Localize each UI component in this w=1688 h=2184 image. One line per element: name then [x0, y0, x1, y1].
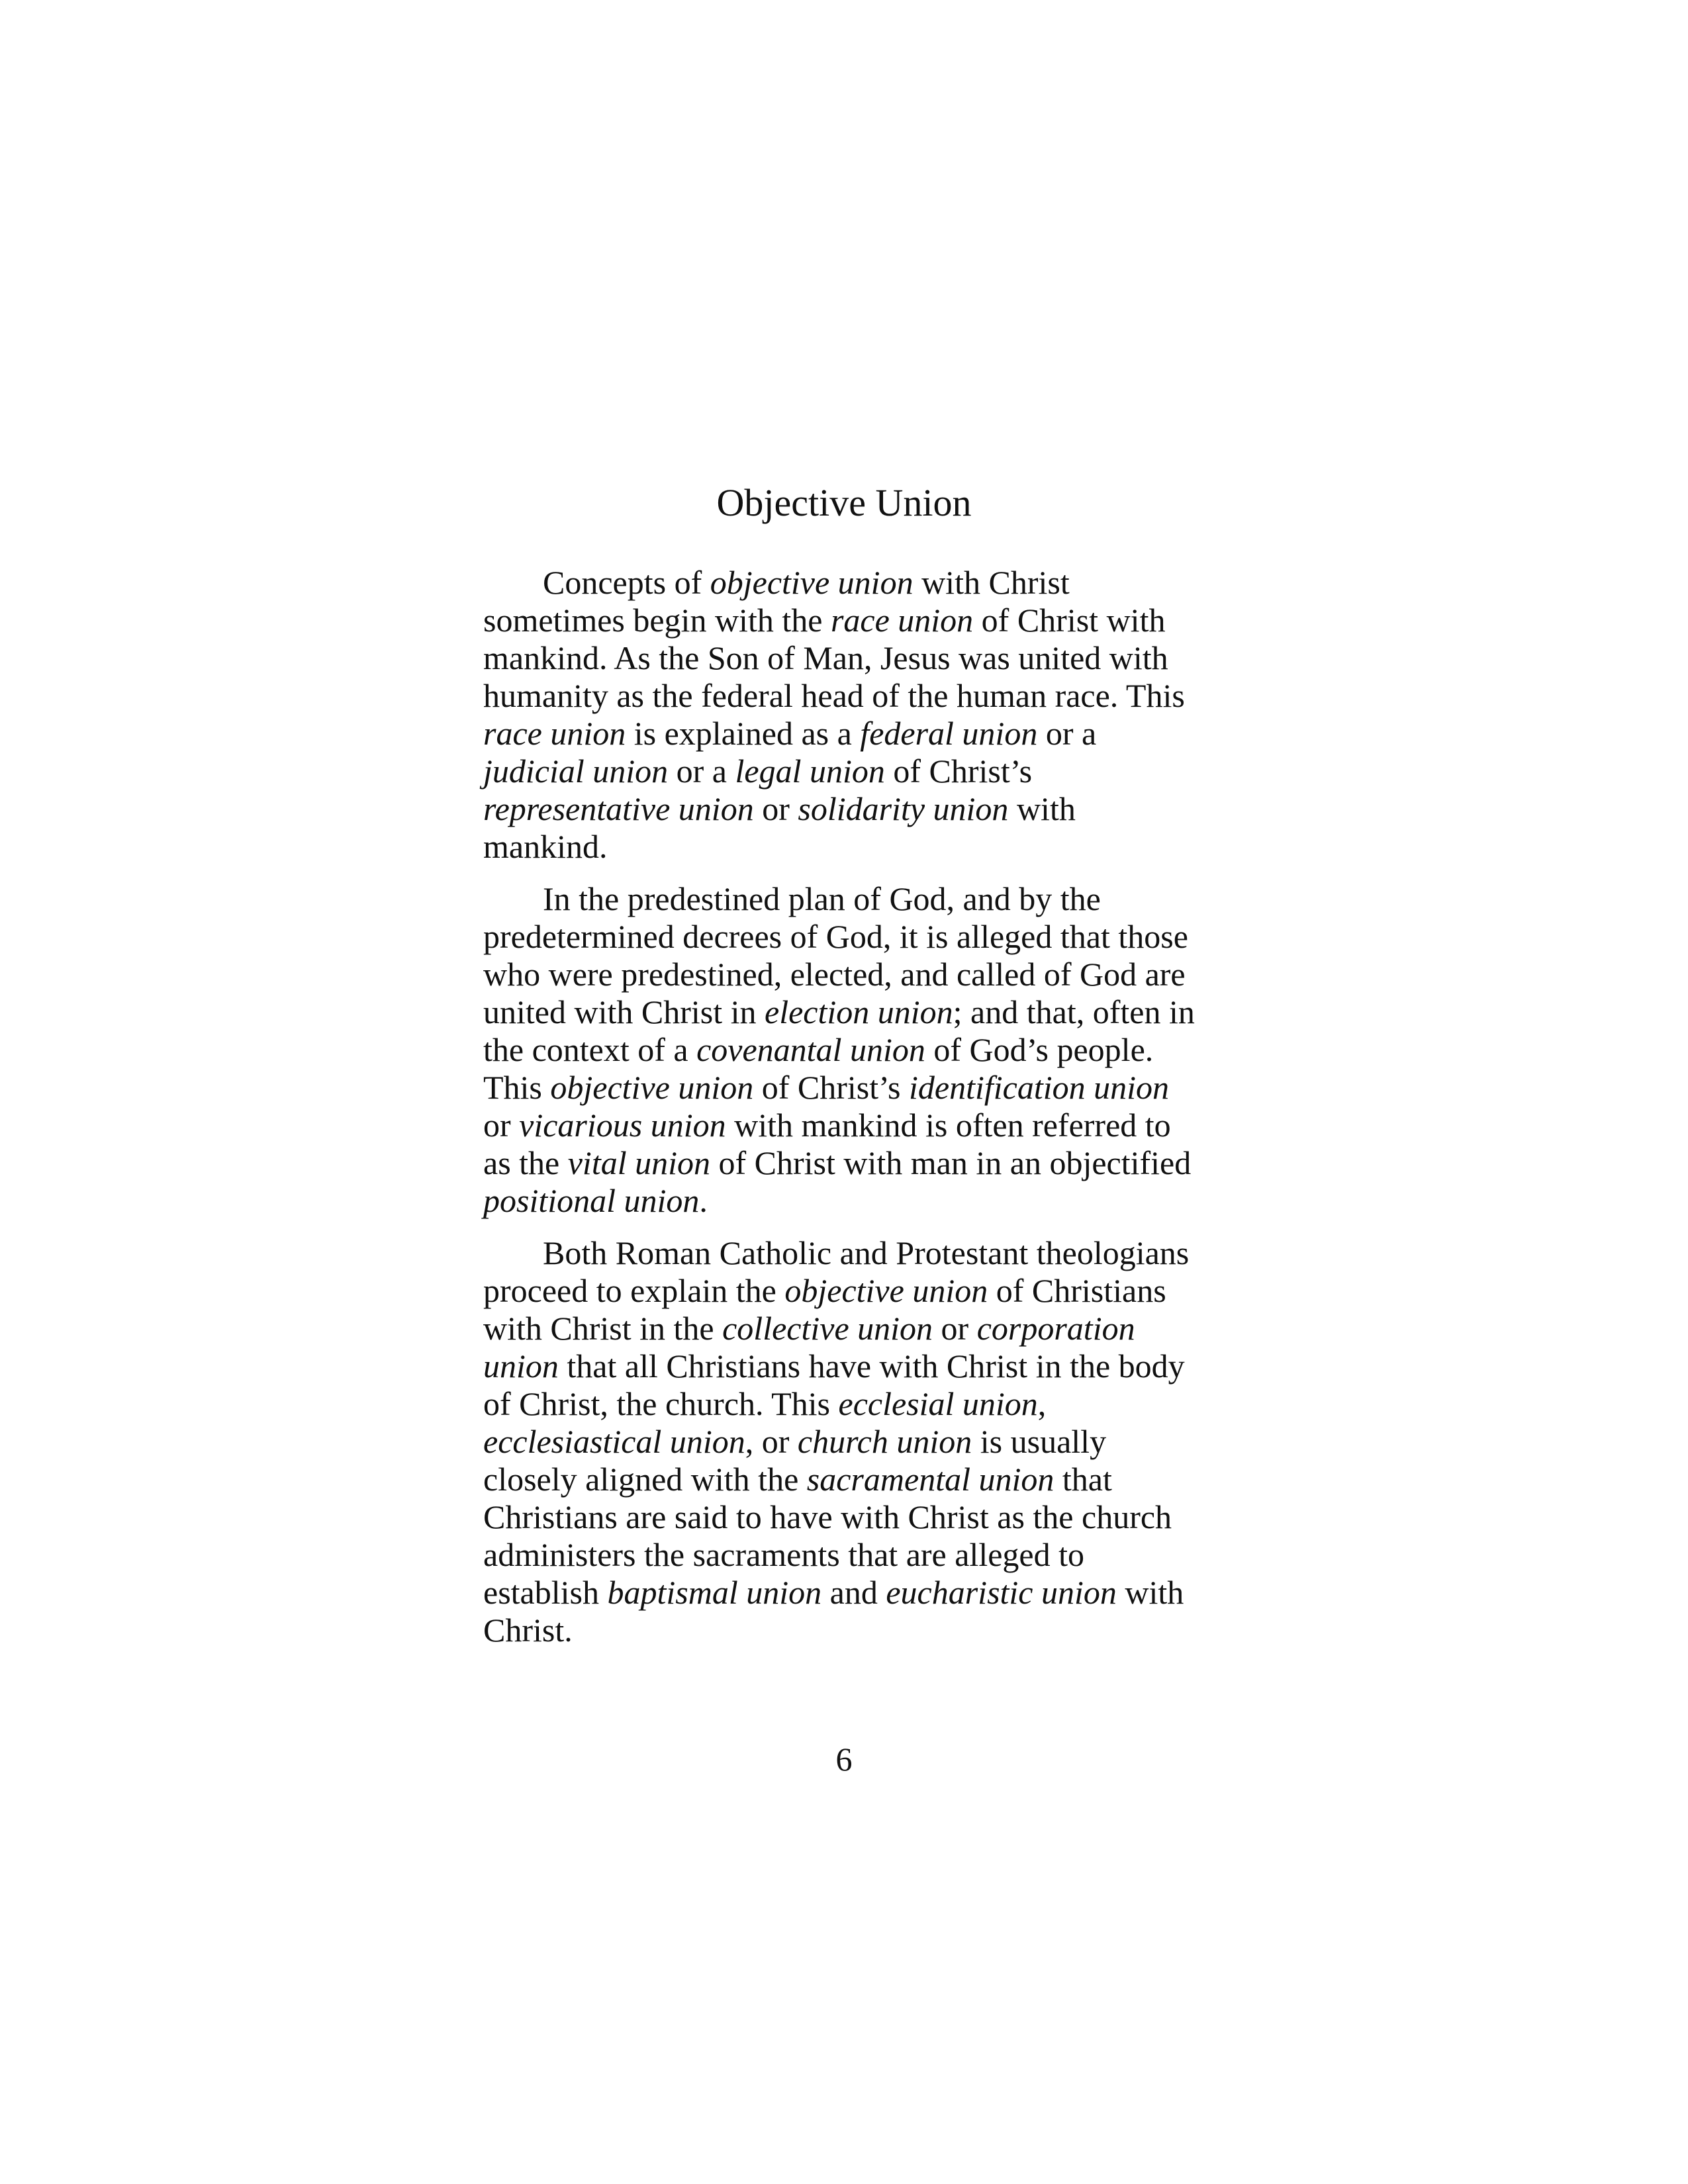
text-line — [483, 993, 1205, 1031]
text-run: In the predestined plan of God, and by the — [543, 880, 1101, 917]
text-run: predetermined decrees of God, it is alleged that those — [483, 918, 1188, 955]
text-run: with Christ — [913, 564, 1070, 601]
text-run: or — [753, 790, 798, 827]
text-run: with — [1116, 1574, 1184, 1611]
italic-term: objective union — [710, 564, 914, 601]
text-run: is explained as a — [626, 715, 861, 752]
text-run: administers the sacraments that are alleged to — [483, 1536, 1084, 1573]
text-line — [483, 828, 1205, 866]
text-line — [483, 1107, 1205, 1144]
text-run: with Christ in the — [483, 1310, 723, 1347]
italic-term: objective union — [784, 1272, 988, 1309]
text-run: or — [483, 1107, 520, 1144]
text-run: of Christ with man in an objectified — [710, 1144, 1192, 1181]
text-run: of Christ, the church. This — [483, 1385, 839, 1422]
paragraph — [483, 564, 1205, 866]
text-run: Both Roman Catholic and Protestant theologians — [543, 1234, 1190, 1271]
text-run: or a — [668, 752, 735, 790]
italic-term: election union — [765, 993, 953, 1030]
text-run: of Christ’s — [753, 1069, 909, 1106]
italic-term: solidarity union — [798, 790, 1009, 827]
text-run: This — [483, 1069, 551, 1106]
text-line — [483, 639, 1205, 677]
text-line — [483, 1536, 1205, 1574]
italic-term: positional union — [483, 1182, 700, 1219]
text-run: ; and that, often in — [953, 993, 1195, 1030]
text-line — [483, 602, 1205, 639]
italic-term: race union — [483, 715, 626, 752]
text-line — [483, 1031, 1205, 1069]
text-run: proceed to explain the — [483, 1272, 785, 1309]
italic-term: union — [483, 1347, 559, 1385]
text-line — [483, 1144, 1205, 1182]
text-line — [483, 1423, 1205, 1461]
text-line — [483, 677, 1205, 715]
italic-term: covenantal union — [696, 1031, 925, 1068]
italic-term: vital union — [567, 1144, 710, 1181]
text-run: sometimes begin with the — [483, 602, 831, 639]
italic-term: baptismal union — [607, 1574, 822, 1611]
italic-term: corporation — [976, 1310, 1135, 1347]
text-run: is usually — [972, 1423, 1107, 1460]
italic-term: federal union — [860, 715, 1038, 752]
text-line — [483, 752, 1205, 790]
text-run: Christians are said to have with Christ as the church — [483, 1498, 1172, 1535]
italic-term: ecclesial union — [838, 1385, 1038, 1422]
text-run: or — [933, 1310, 977, 1347]
text-line — [483, 564, 1205, 602]
italic-term: legal union — [735, 752, 885, 790]
text-run: united with Christ in — [483, 993, 765, 1030]
text-line — [483, 1182, 1205, 1220]
italic-term: representative union — [483, 790, 754, 827]
text-line — [483, 1310, 1205, 1347]
text-run: of Christians — [988, 1272, 1166, 1309]
text-run: Concepts of — [543, 564, 710, 601]
italic-term: objective union — [550, 1069, 754, 1106]
text-line — [483, 790, 1205, 828]
text-run: , or — [745, 1423, 798, 1460]
text-line — [483, 1385, 1205, 1423]
body-text — [483, 564, 1205, 1664]
italic-term: ecclesiastical union — [483, 1423, 745, 1460]
text-run: Christ. — [483, 1612, 573, 1649]
paragraph — [483, 1234, 1205, 1649]
text-line — [483, 1234, 1205, 1272]
text-run: or a — [1037, 715, 1097, 752]
text-line — [483, 956, 1205, 993]
italic-term: identification union — [909, 1069, 1170, 1106]
italic-term: sacramental union — [806, 1461, 1055, 1498]
text-run: mankind. — [483, 828, 608, 865]
text-line — [483, 1612, 1205, 1649]
text-line — [483, 1574, 1205, 1612]
page-title: Objective Union — [716, 481, 972, 524]
text-run: , — [1037, 1385, 1047, 1422]
page-number: 6 — [835, 1741, 853, 1778]
text-run: of Christ with — [973, 602, 1166, 639]
italic-term: judicial union — [483, 752, 669, 790]
italic-term: vicarious union — [519, 1107, 726, 1144]
text-line — [483, 715, 1205, 752]
text-line — [483, 1347, 1205, 1385]
italic-term: eucharistic union — [886, 1574, 1117, 1611]
text-run: of Christ’s — [884, 752, 1033, 790]
text-line — [483, 1069, 1205, 1107]
text-run: mankind. As the Son of Man, Jesus was united with — [483, 639, 1168, 676]
text-run: that all Christians have with Christ in the body — [558, 1347, 1185, 1385]
text-run: of God’s people. — [925, 1031, 1154, 1068]
text-run: who were predestined, elected, and called of God are — [483, 956, 1186, 993]
text-line — [483, 1461, 1205, 1498]
italic-term: church union — [797, 1423, 972, 1460]
text-run: as the — [483, 1144, 568, 1181]
text-run: that — [1054, 1461, 1112, 1498]
text-run: closely aligned with the — [483, 1461, 807, 1498]
text-run: with — [1008, 790, 1076, 827]
paragraph — [483, 880, 1205, 1220]
text-line — [483, 1498, 1205, 1536]
text-run: and — [821, 1574, 886, 1611]
text-run: with mankind is often referred to — [726, 1107, 1171, 1144]
italic-term: collective union — [722, 1310, 933, 1347]
italic-term: race union — [830, 602, 974, 639]
text-line — [483, 918, 1205, 956]
text-run: establish — [483, 1574, 608, 1611]
text-run: humanity as the federal head of the human race. This — [483, 677, 1185, 714]
text-run: . — [699, 1182, 708, 1219]
text-line — [483, 1272, 1205, 1310]
text-line — [483, 880, 1205, 918]
text-run: the context of a — [483, 1031, 697, 1068]
